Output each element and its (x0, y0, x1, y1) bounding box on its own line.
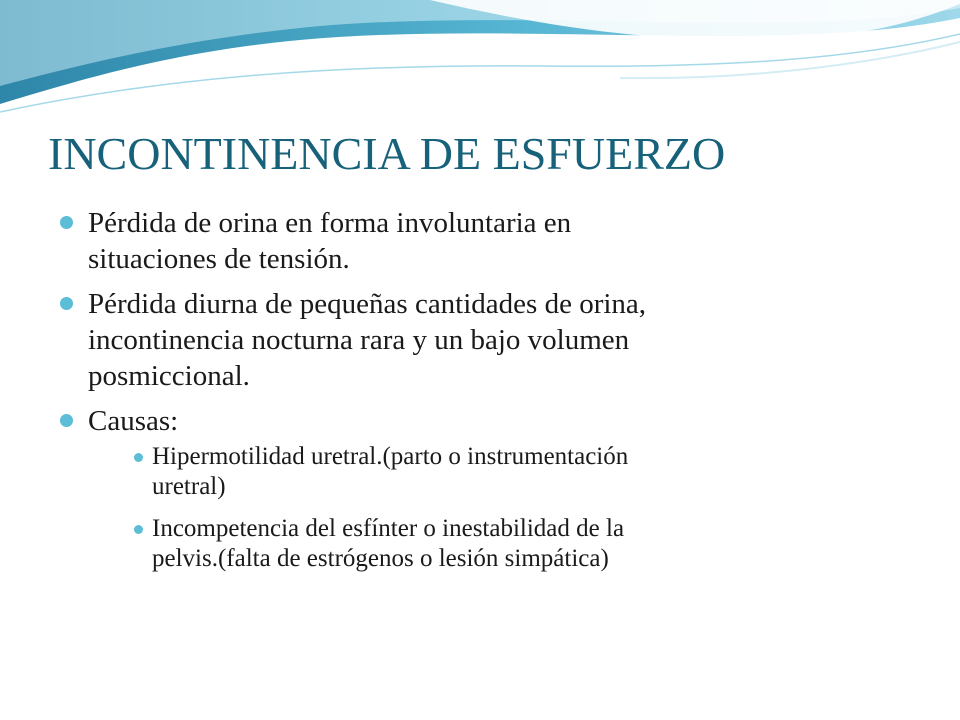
sub-bullet-item (88, 514, 910, 574)
sub-bullet-text-line: Hipermotilidad uretral.(parto o instrumentación (152, 443, 629, 470)
slide-title: INCONTINENCIA DE ESFUERZO (48, 128, 726, 179)
sub-bullet-list (88, 442, 910, 574)
sub-bullet-text-line: uretral) (152, 473, 226, 500)
bullet-list (60, 205, 910, 586)
sub-bullet-dot-icon (134, 525, 143, 534)
bullet-dot-icon (60, 297, 73, 310)
bullet-item (60, 205, 910, 277)
bullet-text-line: situaciones de tensión. (88, 243, 350, 275)
sub-bullet-dot-icon (134, 453, 143, 462)
bullet-text-line: incontinencia nocturna rara y un bajo volumen (88, 324, 630, 356)
bullet-text-line: Pérdida diurna de pequeñas cantidades de orina, (88, 288, 647, 320)
bullet-text-line: Causas: (88, 405, 179, 437)
sub-bullet-text-line: pelvis.(falta de estrógenos o lesión simpática) (152, 545, 609, 572)
header-wave-decoration (0, 0, 960, 120)
bullet-dot-icon (60, 216, 73, 229)
sub-bullet-text-line: Incompetencia del esfínter o inestabilidad de la (152, 515, 625, 542)
bullet-text-line: posmiccional. (88, 360, 250, 392)
bullet-text-line: Pérdida de orina en forma involuntaria en (88, 207, 572, 239)
bullet-item (60, 286, 910, 394)
bullet-dot-icon (60, 414, 73, 427)
sub-bullet-item (88, 442, 910, 502)
bullet-item-causas (60, 403, 910, 574)
